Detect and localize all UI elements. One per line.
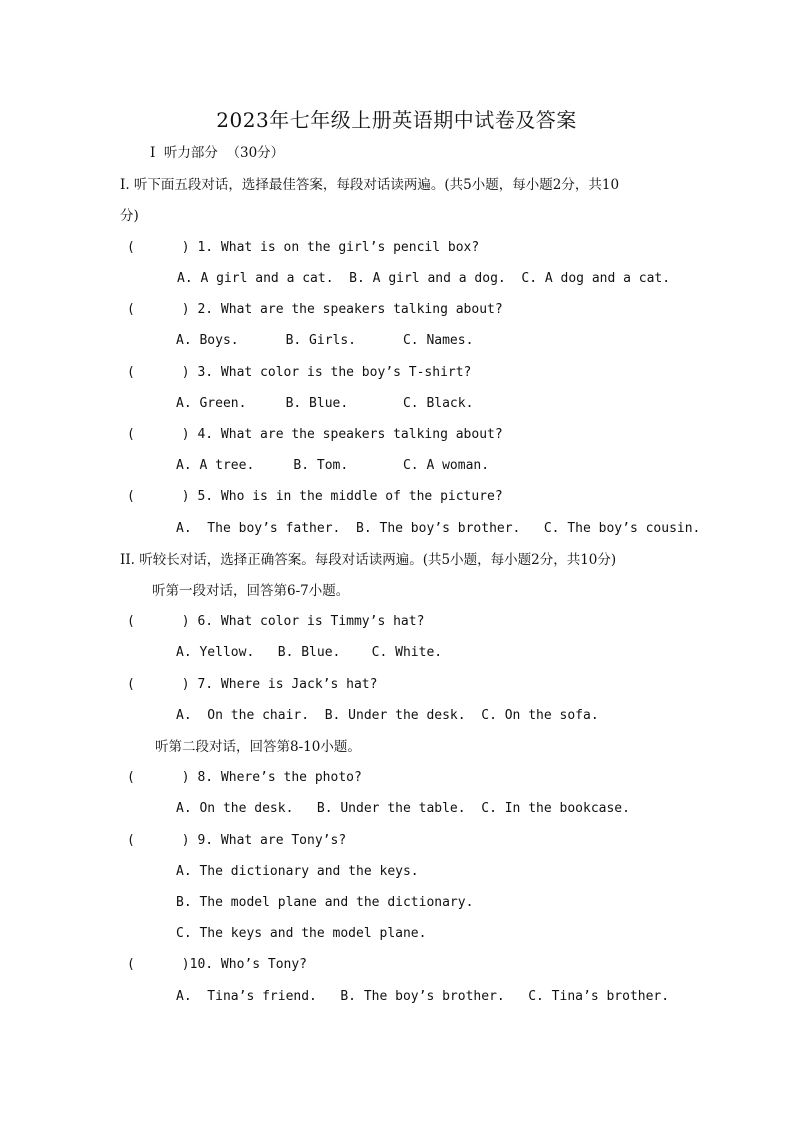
question-4-options: A. A tree. B. Tom. C. A woman. [176,458,490,473]
section2-subheading-2: 听第二段对话，回答第8-10小题。 [155,739,361,755]
question-8-options: A. On the desk. B. Under the table. C. In the bookcase. [176,801,630,816]
section1-instruction-cont: 分) [120,208,139,224]
question-9-stem: ( ) 9. What are Tony’s? [127,833,347,848]
question-7-stem: ( ) 7. Where is Jack’s hat? [127,677,378,692]
question-8-stem: ( ) 8. Where’s the photo? [127,770,362,785]
page-title: 2023年七年级上册英语期中试卷及答案 [216,108,577,132]
section2-instruction: II. 听较长对话，选择正确答案。每段对话读两遍。(共5小题，每小题2分，共10分) [120,552,617,568]
question-1-options: A. A girl and a cat. B. A girl and a dog. C. A dog and a cat. [177,271,671,286]
question-9-option-b: B. The model plane and the dictionary. [176,895,474,910]
question-6-options: A. Yellow. B. Blue. C. White. [176,645,443,660]
question-3-stem: ( ) 3. What color is the boy’s T-shirt? [127,365,472,380]
question-10-options: A. Tina’s friend. B. The boy’s brother. C. Tina’s brother. [176,989,670,1004]
question-7-options: A. On the chair. B. Under the desk. C. On the sofa. [176,708,599,723]
question-6-stem: ( ) 6. What color is Timmy’s hat? [127,614,425,629]
question-1-stem: ( ) 1. What is on the girl’s pencil box? [127,240,480,255]
question-5-options: A. The boy’s father. B. The boy’s brother. C. The boy’s cousin. [176,521,701,536]
question-2-options: A. Boys. B. Girls. C. Names. [176,333,474,348]
question-2-stem: ( ) 2. What are the speakers talking about? [127,302,503,317]
question-5-stem: ( ) 5. Who is in the middle of the picture? [127,489,503,504]
question-4-stem: ( ) 4. What are the speakers talking about? [127,427,503,442]
question-10-stem: ( )10. Who’s Tony? [127,957,308,972]
question-9-option-c: C. The keys and the model plane. [176,926,427,941]
section2-subheading-1: 听第一段对话，回答第6-7小题。 [152,583,350,599]
question-9-option-a: A. The dictionary and the keys. [176,864,419,879]
part-heading: Ⅰ 听力部分 （30分） [150,145,285,161]
section1-instruction: Ⅰ. 听下面五段对话，选择最佳答案，每段对话读两遍。(共5小题，每小题2分，共10 [120,177,620,193]
question-3-options: A. Green. B. Blue. C. Black. [176,396,474,411]
